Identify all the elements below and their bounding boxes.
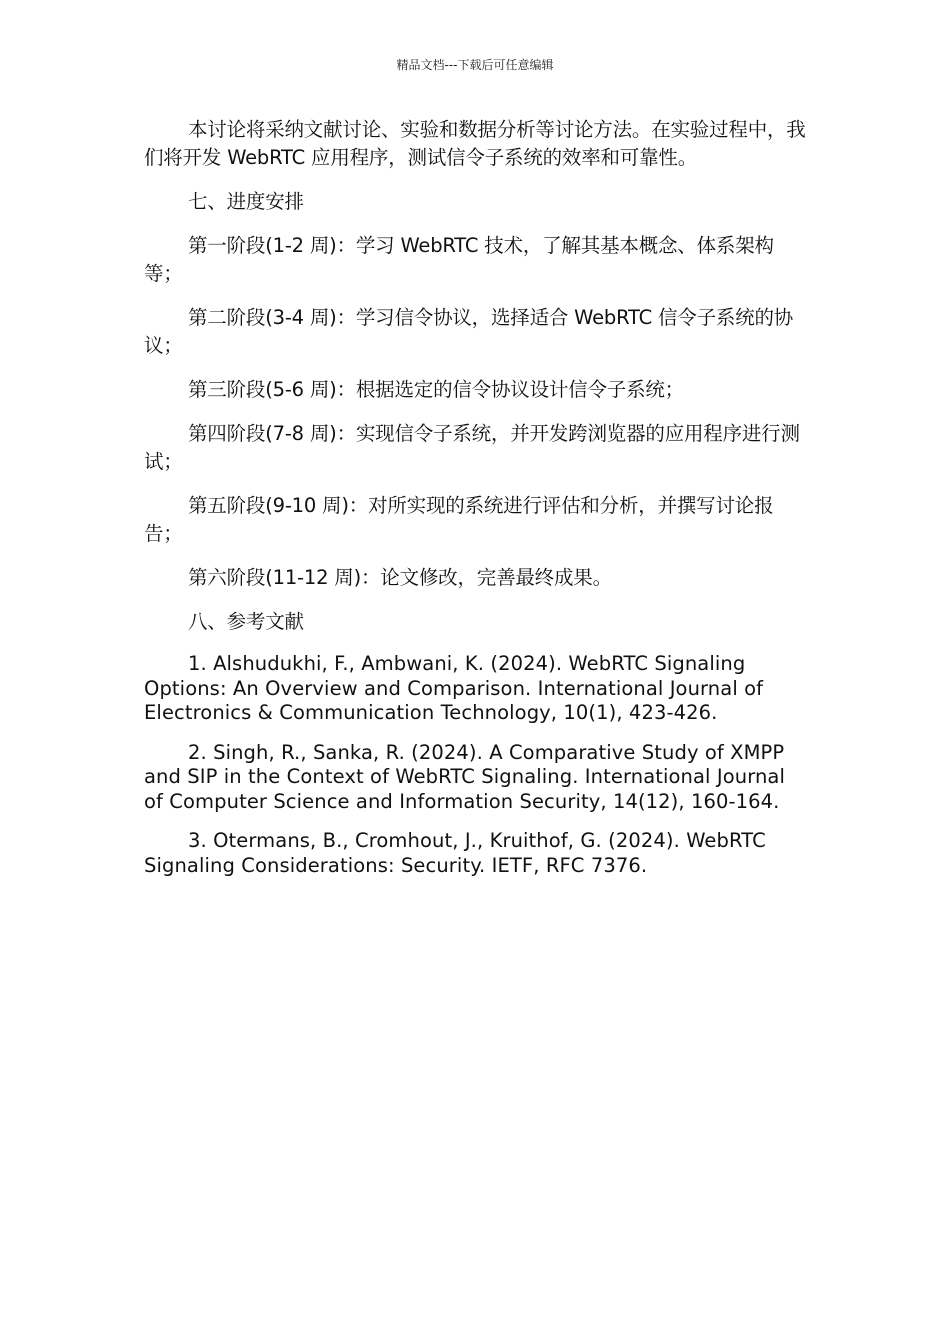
- schedule-stage-2: 第二阶段(3-4 周)：学习信令协议，选择适合 WebRTC 信令子系统的协议；: [144, 306, 794, 357]
- paragraph-methods: 本讨论将采纳文献讨论、实验和数据分析等讨论方法。在实验过程中，我们将开发 WebRTC 应用程序，测试信令子系统的效率和可靠性。: [144, 118, 806, 169]
- section-heading-schedule: 七、进度安排: [188, 190, 304, 213]
- reference-item-3: 3. Otermans, B., Cromhout, J., Kruithof, G. (2024). WebRTC Signaling Considerations: Security. IETF, RFC 7376.: [144, 829, 766, 877]
- reference-item-2: 2. Singh, R., Sanka, R. (2024). A Comparative Study of XMPP and SIP in the Context of WebRTC Signaling. International Journal of Computer Science and Information Security, 14(12), 160-164.: [144, 740, 786, 813]
- schedule-stage-4: 第四阶段(7-8 周)：实现信令子系统，并开发跨浏览器的应用程序进行测试；: [144, 422, 800, 473]
- document-body: [144, 116, 806, 893]
- schedule-stage-5: 第五阶段(9-10 周)：对所实现的系统进行评估和分析，并撰写讨论报告；: [144, 494, 774, 545]
- page-header: 精品文档---下载后可任意编辑: [396, 58, 554, 72]
- reference-item-1: 1. Alshudukhi, F., Ambwani, K. (2024). WebRTC Signaling Options: An Overview and Comparison. International Journal of Electronics & Communication Technology, 10(1), 423-426.: [144, 652, 764, 724]
- section-heading-references: 八、参考文献: [188, 610, 304, 633]
- schedule-stage-1: 第一阶段(1-2 周)：学习 WebRTC 技术，了解其基本概念、体系架构等；: [144, 234, 774, 285]
- schedule-stage-6: 第六阶段(11-12 周)：论文修改，完善最终成果。: [188, 566, 612, 589]
- schedule-stage-3: 第三阶段(5-6 周)：根据选定的信令协议设计信令子系统；: [188, 378, 684, 401]
